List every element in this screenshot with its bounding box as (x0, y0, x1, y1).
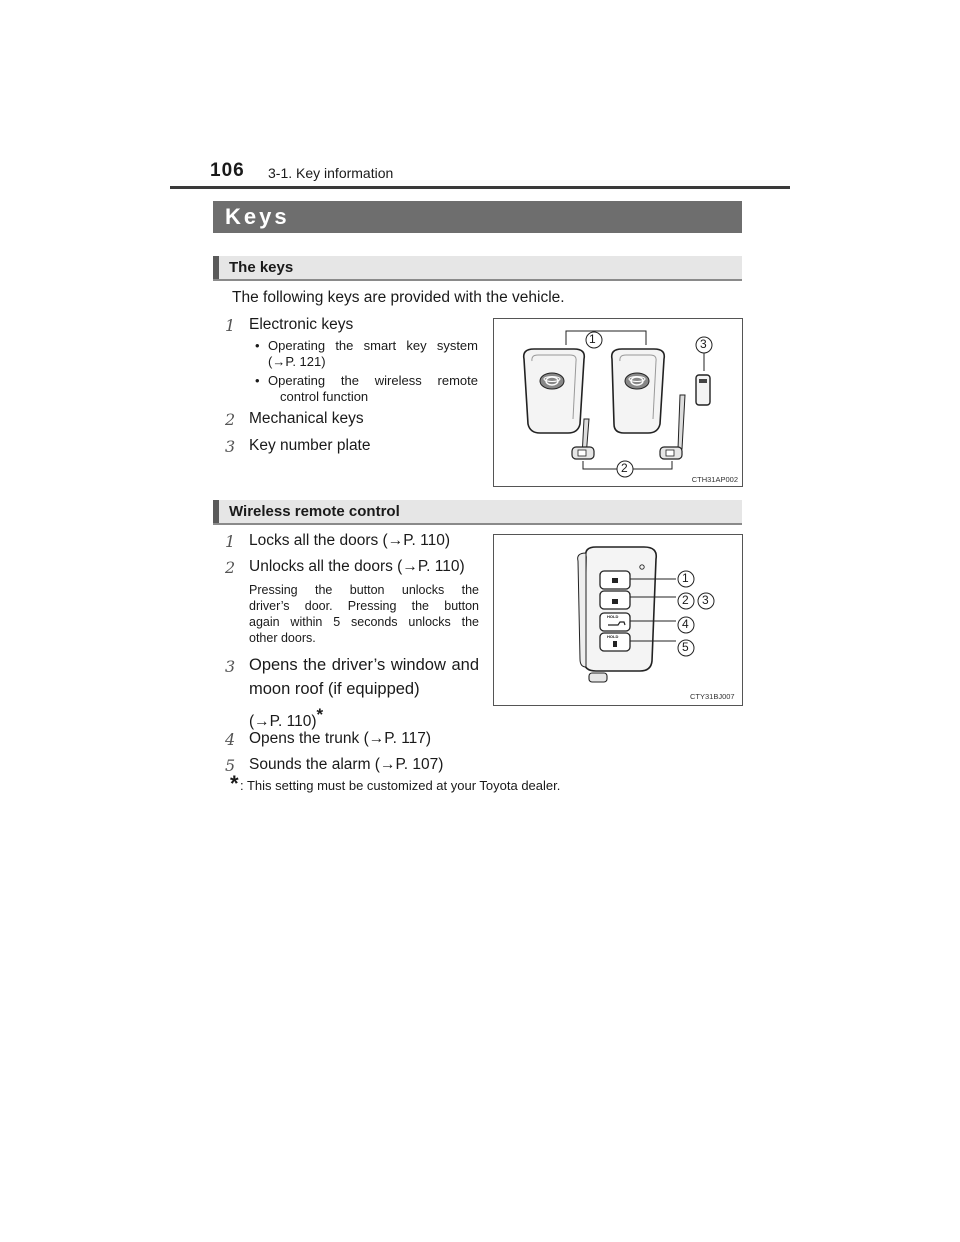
item-trunk: Opens the trunk (→P. 117) (249, 730, 432, 747)
footnote-star: * (316, 705, 324, 724)
item-mechanical-keys: Mechanical keys (249, 410, 364, 427)
unlock-button (600, 591, 630, 609)
item-window-ref-text: (→P. 110) (249, 713, 317, 731)
note-line: other doors. (249, 631, 316, 645)
chapter-title: 3-1. Key information (268, 165, 394, 181)
item-electronic-keys: Electronic keys (249, 316, 354, 333)
bullet-mark: • (255, 373, 260, 388)
callout-2: 2 (682, 593, 689, 607)
item-number: 5 (225, 756, 236, 775)
heading-accent (213, 256, 219, 279)
electronic-key-right (612, 349, 665, 433)
item-key-number-plate: Key number plate (249, 437, 371, 454)
callout-2: 2 (621, 461, 628, 475)
lock-button (600, 571, 630, 589)
section-heading-keys (213, 256, 742, 281)
item-lock: Locks all the doors (→P. 110) (249, 532, 451, 549)
bullet-text-cont: (→P. 121) (268, 354, 326, 369)
bullet-mark: • (255, 338, 260, 353)
bullet-text: Operating the smart key system (268, 338, 478, 353)
electronic-key-left (524, 349, 585, 433)
hold-label: HOLD (607, 634, 619, 639)
bullet-text-cont: control function (280, 389, 369, 404)
note-line: again within 5 seconds unlocks the (249, 615, 479, 629)
note-line: Pressing the button unlocks the (249, 583, 479, 597)
callout-1: 1 (589, 332, 596, 346)
callout-3: 3 (700, 337, 707, 351)
remote-illustration (493, 534, 743, 706)
item-number: 2 (225, 558, 236, 577)
item-window: Opens the driver’s window and (249, 656, 479, 674)
figure-code: CTY31BJ007 (690, 692, 735, 701)
callout-4: 4 (682, 617, 689, 631)
item-number: 1 (225, 532, 236, 551)
section-heading-wireless (213, 500, 742, 525)
mechanical-key-right (660, 395, 685, 459)
item-number: 4 (225, 730, 236, 749)
footnote-text: : This setting must be customized at your Toyota dealer. (240, 778, 561, 793)
item-number: 3 (225, 437, 236, 456)
callout-5: 5 (682, 640, 689, 654)
section-heading-label: Wireless remote control (229, 503, 400, 520)
key-number-plate (696, 375, 710, 405)
page-title: Keys (213, 201, 742, 233)
intro-text: The following keys are provided with the vehicle. (232, 289, 565, 306)
heading-accent (213, 500, 219, 523)
section-heading-label: The keys (229, 259, 294, 276)
item-number: 1 (225, 316, 236, 335)
keys-illustration (493, 318, 743, 487)
callout-1: 1 (682, 571, 689, 585)
note-line: driver’s door. Pressing the button (249, 599, 479, 613)
page-number: 106 (210, 160, 245, 181)
item-window-cont: moon roof (if equipped) (249, 680, 420, 698)
item-number: 3 (225, 657, 236, 676)
item-alarm: Sounds the alarm (→P. 107) (249, 756, 444, 773)
item-window-ref (249, 705, 323, 731)
item-number: 2 (225, 410, 236, 429)
callout-3: 3 (702, 593, 709, 607)
figure-code: CTH31AP002 (691, 475, 738, 484)
footnote-star: * (230, 771, 239, 796)
bullet-text: Operating the wireless remote (268, 373, 478, 388)
item-unlock: Unlocks all the doors (→P. 110) (249, 558, 465, 575)
remote-drawing (494, 535, 742, 705)
header-rule (170, 186, 790, 189)
hold-label: HOLD (607, 614, 619, 619)
